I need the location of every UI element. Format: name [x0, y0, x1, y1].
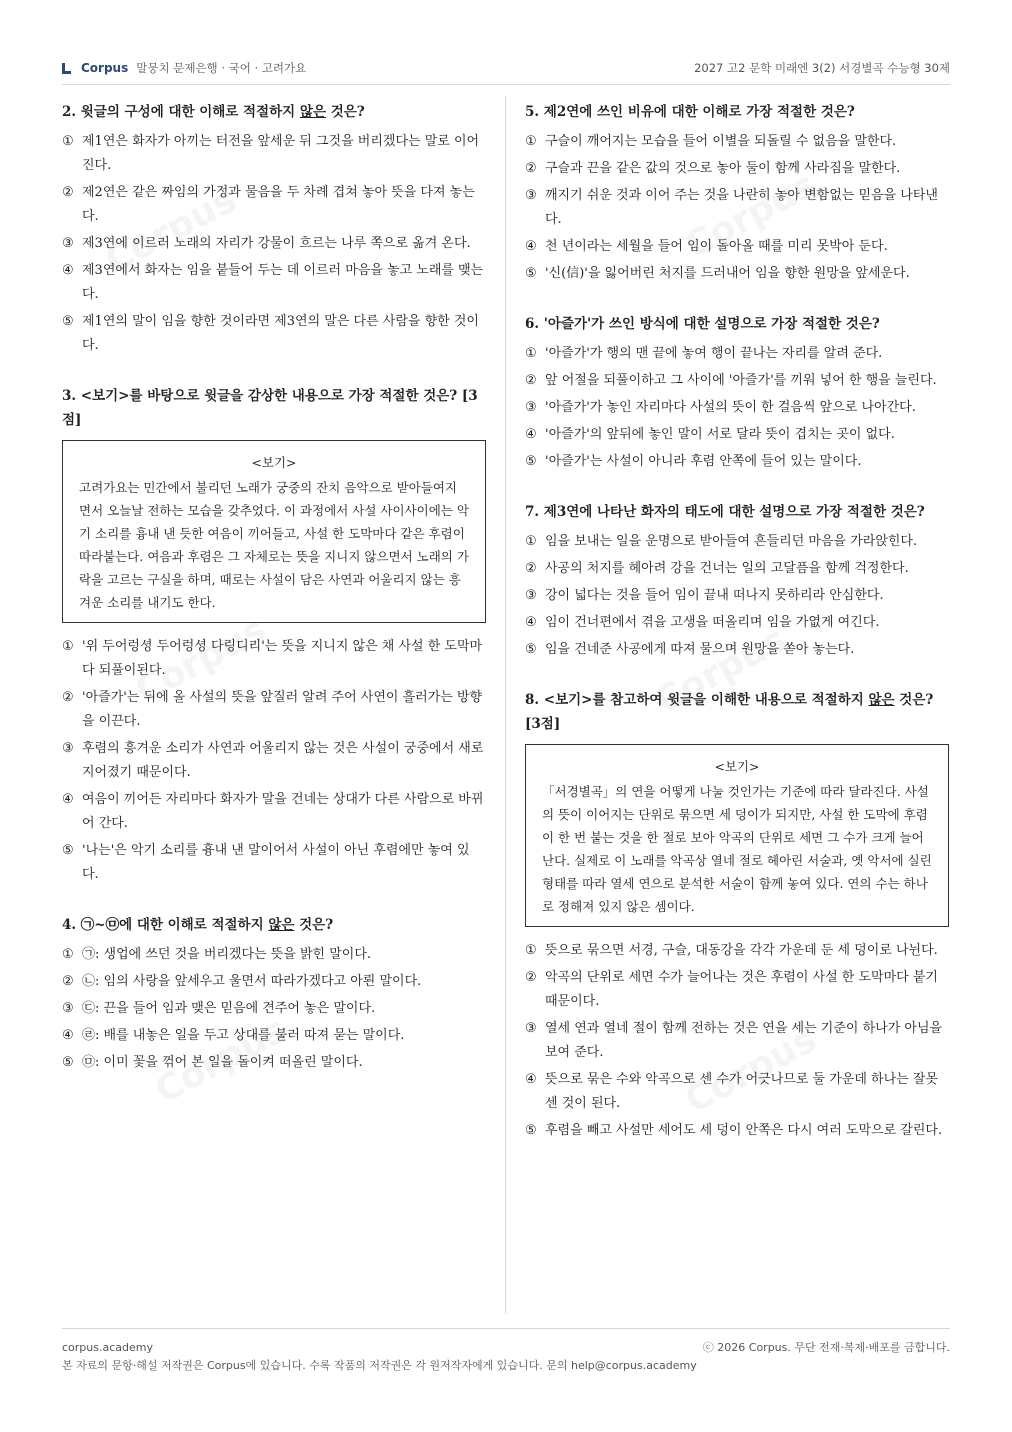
option-number: ② [62, 690, 74, 705]
question-title-text: 7. 제3연에 나타난 화자의 태도에 대한 설명으로 가장 적절한 것은? [525, 504, 925, 520]
bogi-title: <보기> [714, 759, 760, 774]
question-title-text: 3. <보기>를 바탕으로 윗글을 감상한 내용으로 가장 적절한 것은? [3점] [62, 388, 478, 428]
question-block [62, 384, 486, 887]
option-text: 제1연은 화자가 아끼는 터전을 앞세운 뒤 그것을 버리겠다는 말로 이어진다. [82, 134, 480, 173]
option-text: ㉠: 생업에 쓰던 것을 버리겠다는 뜻을 밝힌 말이다. [82, 947, 372, 962]
option-number: ⑤ [525, 642, 537, 657]
footer-site: corpus.academy [62, 1341, 153, 1354]
option-number: ⑤ [62, 314, 74, 329]
right-column [525, 100, 949, 1169]
bogi-text: 고려가요는 민간에서 불리던 노래가 궁중의 잔치 음악으로 받아들여지면서 오늘날 전하는 모습을 갖추었다. 이 과정에서 사설 사이사이에는 악기 소리를 흉내 낸 듯한 여음이 끼어들고, 사설 한 도막마다 같은 후렴이 따라붙는다. 여음과 후렴은 그 자체로는 뜻을 지니지 않으면서 노래의 가락을 고르는 구실을 하며, 때로는 사설이 담은 사연과 어울리지 않는 흥겨운 소리를 내기도 한다. [79, 480, 469, 610]
option-number: ③ [525, 588, 537, 603]
answer-option [525, 396, 949, 420]
answer-option [62, 943, 486, 967]
header-subtitle: 말뭉치 문제은행 · 국어 · 고려가요 [136, 61, 307, 75]
option-text: ㉣: 배를 내놓은 일을 두고 상대를 불러 따져 묻는 말이다. [82, 1028, 405, 1043]
option-number: ④ [62, 792, 74, 807]
question-block [525, 500, 949, 662]
answer-option [62, 839, 486, 887]
answer-option [62, 686, 486, 734]
question-block [62, 913, 486, 1075]
option-number: ① [525, 346, 537, 361]
answer-option [525, 262, 949, 286]
answer-option [525, 530, 949, 554]
question-title-emphasis: 않은 [299, 104, 327, 120]
answer-option [525, 611, 949, 635]
option-number: ⑤ [525, 266, 537, 281]
option-number: ② [525, 970, 537, 985]
option-number: ④ [62, 263, 74, 278]
option-number: ② [62, 974, 74, 989]
answer-option [525, 450, 949, 474]
option-text: 제3연에 이르러 노래의 자리가 강물이 흐르는 나루 쪽으로 옮겨 온다. [82, 236, 471, 251]
option-text: '신(信)'을 잃어버린 처지를 드러내어 임을 향한 원망을 앞세운다. [545, 266, 910, 281]
option-text: '아즐가'는 뒤에 올 사설의 뜻을 앞질러 알려 주어 사연이 흘러가는 방향을 이끈다. [82, 690, 483, 729]
answer-option [62, 130, 486, 178]
option-number: ④ [525, 615, 537, 630]
question-block [525, 100, 949, 286]
answer-option [525, 130, 949, 154]
option-text: 악곡의 단위로 세면 수가 늘어나는 것은 후렴이 사설 한 도막마다 붙기 때문이다. [545, 970, 938, 1009]
footer-notice: 본 자료의 문항·해설 저작권은 Corpus에 있습니다. 수록 작품의 저작권은 각 원저작자에게 있습니다. 문의 help@corpus.academy [62, 1359, 697, 1372]
brand-name: Corpus [81, 61, 129, 75]
question-title [525, 312, 949, 336]
question-title-emphasis: 않은 [268, 917, 295, 933]
question-title [62, 913, 486, 937]
option-text: '위 두어렁셩 두어렁셩 다링디리'는 뜻을 지니지 않은 채 사설 한 도막마다 되풀이된다. [82, 639, 483, 678]
option-number: ① [62, 134, 74, 149]
option-number: ② [525, 561, 537, 576]
question-title-text: 2. 윗글의 구성에 대한 이해로 적절하지 [62, 104, 300, 120]
page-header [62, 56, 950, 85]
answer-option [62, 259, 486, 307]
question-title [62, 384, 486, 432]
option-text: 제2연은 같은 짜임의 가정과 물음을 두 차례 겹쳐 놓아 뜻을 다져 놓는다. [82, 185, 475, 224]
answer-option [62, 181, 486, 229]
option-text: 사공의 처지를 헤아려 강을 건너는 일의 고달픔을 함께 걱정한다. [545, 561, 909, 576]
bogi-box [525, 744, 949, 927]
answer-option [525, 157, 949, 181]
option-number: ⑤ [62, 1055, 74, 1070]
answer-option [525, 184, 949, 232]
question-title-text: 8. <보기>를 참고하여 윗글을 이해한 내용으로 적절하지 [525, 692, 869, 708]
left-column [62, 100, 486, 1101]
option-text: 제3연에서 화자는 임을 붙들어 두는 데 이르러 마음을 놓고 노래를 맺는다. [82, 263, 484, 302]
option-number: ③ [525, 188, 537, 203]
question-title-text: 것은? [3점] [525, 692, 934, 732]
option-number: ③ [62, 1001, 74, 1016]
option-number: ② [525, 373, 537, 388]
option-number: ③ [62, 236, 74, 251]
option-text: 임을 건네준 사공에게 따져 물으며 원망을 쏟아 놓는다. [545, 642, 855, 657]
answer-option [525, 966, 949, 1014]
footer-copyright: ⓒ 2026 Corpus. 무단 전재·복제·배포를 금합니다. [702, 1341, 950, 1354]
option-number: ④ [525, 239, 537, 254]
answer-option [62, 788, 486, 836]
option-text: 구슬이 깨어지는 모습을 들어 이별을 되돌릴 수 없음을 말한다. [545, 134, 897, 149]
option-text: '아즐가'의 앞뒤에 놓인 말이 서로 달라 뜻이 겹치는 곳이 없다. [545, 427, 895, 442]
option-text: 임을 보내는 일을 운명으로 받아들여 흔들리던 마음을 가라앉힌다. [545, 534, 918, 549]
question-title-text: 것은? [326, 104, 365, 120]
bogi-title: <보기> [251, 455, 297, 470]
answer-option [62, 737, 486, 785]
bogi-text: 「서경별곡」의 연을 어떻게 나눌 것인가는 기준에 따라 달라진다. 사설의 뜻이 이어지는 단위로 묶으면 세 덩이가 되지만, 사설 한 도막에 후렴이 한 번 붙는 것을 한 절로 보아 악곡의 단위로 세면 그 수가 크게 늘어난다. 실제로 이 노래를 악곡상 열네 절로 헤아린 서술과, 옛 악서에 실린 형태를 따라 열세 연으로 분석한 서술이 함께 놓여 있다. 연의 수는 하나로 정해져 있지 않은 셈이다. [542, 784, 932, 914]
corpus-logo-icon [62, 63, 71, 74]
option-text: 여음이 끼어든 자리마다 화자가 말을 건네는 상대가 다른 사람으로 바뀌어 간다. [82, 792, 484, 831]
option-text: 뜻으로 묶은 수와 악곡으로 센 수가 어긋나므로 둘 가운데 하나는 잘못 센 것이 된다. [545, 1072, 938, 1111]
answer-option [525, 423, 949, 447]
question-title-text: 4. ㉠~㉤에 대한 이해로 적절하지 [62, 917, 269, 933]
option-text: 깨지기 쉬운 것과 이어 주는 것을 나란히 놓아 변함없는 믿음을 나타낸다. [545, 188, 938, 227]
page-footer [62, 1328, 950, 1375]
question-title-text: 6. '아즐가'가 쓰인 방식에 대한 설명으로 가장 적절한 것은? [525, 316, 880, 332]
answer-option [62, 635, 486, 683]
option-number: ① [525, 943, 537, 958]
answer-option [525, 584, 949, 608]
option-number: ④ [525, 427, 537, 442]
column-divider [505, 96, 506, 1314]
bogi-box [62, 440, 486, 623]
option-text: '아즐가'가 놓인 자리마다 사설의 뜻이 한 걸음씩 앞으로 나아간다. [545, 400, 916, 415]
question-title-text: 것은? [294, 917, 334, 933]
option-text: 천 년이라는 세월을 들어 임이 돌아올 때를 미리 못박아 둔다. [545, 239, 888, 254]
answer-option [62, 1024, 486, 1048]
option-number: ④ [62, 1028, 74, 1043]
question-title [525, 688, 949, 736]
option-number: ① [62, 947, 74, 962]
option-text: '나는'은 악기 소리를 흉내 낸 말이어서 사설이 아닌 후렴에만 놓여 있다. [82, 843, 470, 882]
option-text: ㉤: 이미 꽃을 꺾어 본 일을 돌이켜 떠올린 말이다. [82, 1055, 363, 1070]
option-text: 강이 넓다는 것을 들어 임이 끝내 떠나지 못하리라 안심한다. [545, 588, 884, 603]
answer-option [525, 235, 949, 259]
question-block [62, 100, 486, 358]
question-title [525, 500, 949, 524]
option-text: '아즐가'는 사설이 아니라 후렴 안쪽에 들어 있는 말이다. [545, 454, 862, 469]
option-number: ③ [525, 1021, 537, 1036]
answer-option [525, 557, 949, 581]
option-text: 후렴을 빼고 사설만 세어도 세 덩이 안쪽은 다시 여러 도막으로 갈린다. [545, 1123, 943, 1138]
option-text: 구슬과 끈을 같은 값의 것으로 놓아 둘이 함께 사라짐을 말한다. [545, 161, 901, 176]
option-number: ① [62, 639, 74, 654]
question-block [525, 688, 949, 1143]
option-text: 제1연의 말이 임을 향한 것이라면 제3연의 말은 다른 사람을 향한 것이다. [82, 314, 479, 353]
answer-option [525, 1017, 949, 1065]
answer-option [62, 997, 486, 1021]
answer-option [62, 232, 486, 256]
answer-option [62, 970, 486, 994]
option-number: ② [525, 161, 537, 176]
option-number: ⑤ [525, 1123, 537, 1138]
option-number: ③ [62, 741, 74, 756]
answer-option [525, 1119, 949, 1143]
header-document-title: 2027 고2 문학 미래엔 3(2) 서경별곡 수능형 30제 [694, 61, 950, 75]
option-text: 뜻으로 묶으면 서경, 구슬, 대동강을 각각 가운데 둔 세 덩이로 나뉜다. [545, 943, 938, 958]
option-text: 앞 어절을 되풀이하고 그 사이에 '아즐가'를 끼워 넣어 한 행을 늘린다. [545, 373, 937, 388]
answer-option [62, 1051, 486, 1075]
option-number: ① [525, 534, 537, 549]
option-number: ⑤ [62, 843, 74, 858]
answer-option [62, 310, 486, 358]
option-text: 후렴의 흥겨운 소리가 사연과 어울리지 않는 것은 사설이 궁중에서 새로 지어졌기 때문이다. [82, 741, 484, 780]
question-title [62, 100, 486, 124]
option-number: ⑤ [525, 454, 537, 469]
question-title-text: 5. 제2연에 쓰인 비유에 대한 이해로 가장 적절한 것은? [525, 104, 855, 120]
option-text: 열세 연과 열네 절이 함께 전하는 것은 연을 세는 기준이 하나가 아님을 보여 준다. [545, 1021, 943, 1060]
option-number: ① [525, 134, 537, 149]
header-left [62, 60, 306, 76]
option-number: ③ [525, 400, 537, 415]
question-block [525, 312, 949, 474]
answer-option [525, 369, 949, 393]
option-text: '아즐가'가 행의 맨 끝에 놓여 행이 끝나는 자리를 알려 준다. [545, 346, 883, 361]
option-number: ② [62, 185, 74, 200]
answer-option [525, 342, 949, 366]
option-text: ㉡: 임의 사랑을 앞세우고 울면서 따라가겠다고 아뢴 말이다. [82, 974, 422, 989]
answer-option [525, 638, 949, 662]
option-number: ④ [525, 1072, 537, 1087]
answer-option [525, 1068, 949, 1116]
question-title-emphasis: 않은 [868, 692, 895, 708]
option-text: ㉢: 끈을 들어 임과 맺은 믿음에 견주어 놓은 말이다. [82, 1001, 376, 1016]
answer-option [525, 939, 949, 963]
question-title [525, 100, 949, 124]
option-text: 임이 건너편에서 겪을 고생을 떠올리며 임을 가엾게 여긴다. [545, 615, 880, 630]
